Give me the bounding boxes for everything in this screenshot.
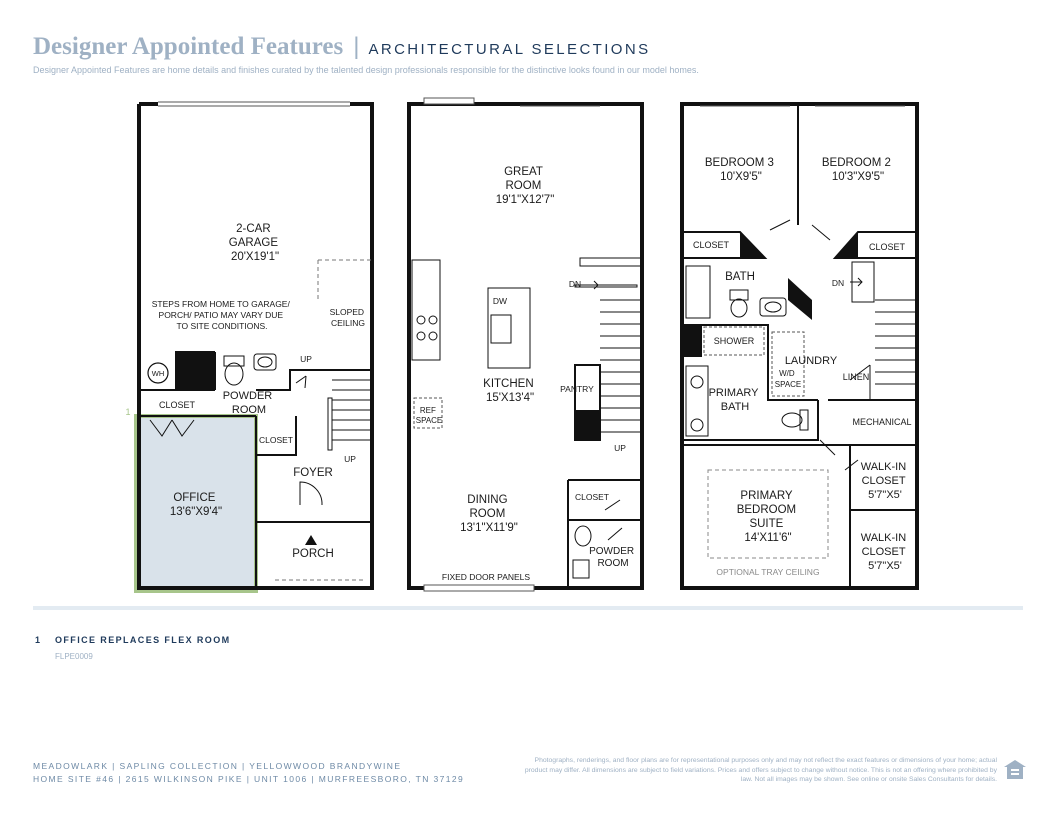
dining-room-label: DINING ROOM 13'1"X11'9"	[460, 494, 518, 534]
closet-label: CLOSET	[574, 492, 610, 502]
footer-homesite: HOME SITE #46 | 2615 WILKINSON PIKE | UNIT 1006 | MURFREESBORO, TN 37129	[33, 774, 465, 784]
option-note	[35, 635, 231, 645]
option-note-code: FLPE0009	[55, 652, 93, 661]
office-label: OFFICE 13'6"X9'4"	[169, 492, 223, 518]
stair-up-label: UP	[344, 454, 356, 464]
option-note-number: 1	[35, 635, 42, 645]
mechanical-label: MECHANICAL	[852, 417, 912, 427]
powder-room-label: POWDER ROOM	[222, 390, 273, 416]
great-room-label: GREAT ROOM 19'1"X12'7"	[495, 166, 555, 206]
tray-ceiling-label: OPTIONAL TRAY CEILING	[716, 567, 820, 577]
fridge-space-label: REF SPACE	[415, 406, 443, 425]
powder-room-label: POWDER ROOM	[589, 546, 635, 569]
option-marker: 1	[125, 407, 131, 417]
walk-in-closet-2-label: WALK-IN CLOSET 5'7"X5'	[860, 532, 907, 572]
sloped-ceiling-label: SLOPED CEILING	[329, 307, 366, 328]
closet-label: CLOSET	[258, 435, 294, 445]
laundry-label: LAUNDRY	[784, 355, 838, 367]
linen-label: LINEN	[842, 372, 870, 382]
footer-community: MEADOWLARK | SAPLING COLLECTION | YELLOWWOOD BRANDYWINE	[33, 761, 402, 771]
walk-in-closet-1-label: WALK-IN CLOSET 5'7"X5'	[860, 461, 907, 501]
kitchen-label: KITCHEN 15'X13'4"	[483, 378, 535, 404]
washer-dryer-space-label: W/D SPACE	[774, 369, 802, 389]
floor-plan-2	[409, 98, 642, 591]
page-subtitle: Designer Appointed Features are home details and finishes curated by the talented design professionals responsible for the distinctive looks found in our model homes.	[33, 65, 699, 75]
porch-label: PORCH	[292, 548, 334, 560]
primary-bath-label: PRIMARY BATH	[708, 387, 759, 413]
stair-down-label: DN	[831, 278, 845, 288]
option-note-text: OFFICE REPLACES FLEX ROOM	[55, 635, 231, 645]
bedroom-2-label: BEDROOM 2 10'3"X9'5"	[821, 157, 891, 183]
foyer-label: FOYER	[293, 467, 333, 479]
stair-up-label: UP	[614, 443, 626, 453]
footer-disclaimer: Photographs, renderings, and floor plans are for representational purposes only and may not reflect the exact features or dimensions of your home; actual product may differ. All dimensions are subject to field variations. Prices and offers subject to change without notice. This is not an offering where prohibited by law. Not all images may be shown. See online or onsite Sales Consultants for details.	[524, 757, 997, 783]
title-separator: |	[353, 33, 360, 60]
bath-label: BATH	[725, 271, 755, 283]
primary-suite-label: PRIMARY BEDROOM SUITE 14'X11'6"	[736, 490, 797, 544]
divider	[33, 606, 1023, 610]
water-heater-label: WH	[151, 369, 165, 378]
stair-up-label: UP	[300, 354, 312, 364]
shower-label: SHOWER	[713, 336, 755, 346]
floor-plan-1	[125, 102, 372, 591]
dishwasher-label: DW	[492, 296, 508, 306]
page-title: Designer Appointed Features	[33, 33, 344, 60]
footer-address	[33, 760, 464, 786]
floor-plan-3	[682, 104, 917, 588]
garage-label: 2-CAR GARAGE 20'X19'1"	[228, 223, 280, 263]
bedroom-3-label: BEDROOM 3 10'X9'5"	[704, 157, 774, 183]
fixed-door-panels-label: FIXED DOOR PANELS	[441, 572, 531, 582]
steps-note: STEPS FROM HOME TO GARAGE/ PORCH/ PATIO MAY VARY DUE TO SITE CONDITIONS.	[151, 299, 290, 331]
pantry-label: PANTRY	[560, 384, 594, 394]
stair-down-label: DN	[568, 279, 582, 289]
equal-housing-icon	[1003, 759, 1027, 781]
closet-label: CLOSET	[692, 240, 730, 250]
closet-label: CLOSET	[158, 400, 196, 410]
closet-label: CLOSET	[868, 242, 906, 252]
section-title: ARCHITECTURAL SELECTIONS	[368, 41, 651, 58]
